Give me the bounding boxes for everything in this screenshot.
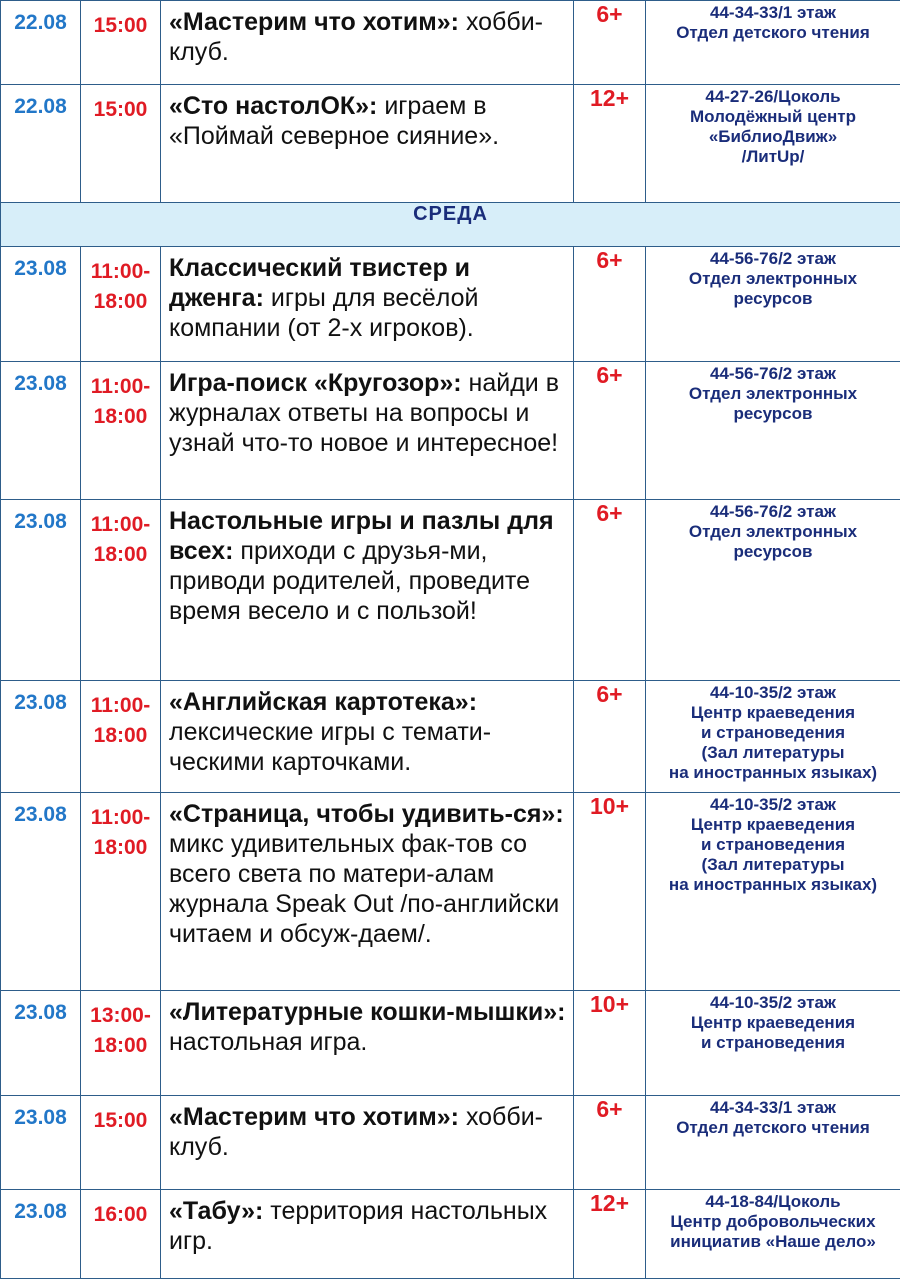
- event-description: [161, 500, 573, 632]
- event-time: 11:00- 18:00: [81, 793, 160, 863]
- event-location: 44-10-35/2 этаж Центр краеведения и страноведения (Зал литературы на иностранных языках): [646, 681, 900, 785]
- table-row: [1, 362, 900, 500]
- age-rating: 10+: [574, 793, 645, 820]
- event-text: настольная игра.: [169, 1028, 367, 1056]
- event-location: 44-10-35/2 этаж Центр краеведения и страноведения (Зал литературы на иностранных языках): [646, 793, 900, 897]
- event-time: 16:00: [81, 1190, 160, 1230]
- day-header: СРЕДА: [1, 203, 900, 247]
- event-description: [161, 1096, 573, 1168]
- event-time: 11:00- 18:00: [81, 500, 160, 570]
- event-title: «Английская картотека»:: [169, 688, 477, 716]
- event-date: 23.08: [1, 362, 80, 396]
- event-time: 15:00: [81, 1, 160, 41]
- table-row: [1, 1096, 900, 1190]
- event-date: 23.08: [1, 793, 80, 827]
- event-description: [161, 793, 573, 955]
- event-location: 44-34-33/1 этаж Отдел детского чтения: [646, 1, 900, 45]
- event-time: 13:00- 18:00: [81, 991, 160, 1061]
- event-text: играем в «Поймай северное сияние».: [169, 92, 499, 150]
- day-header-row: [1, 203, 900, 247]
- table-row: [1, 1190, 900, 1279]
- event-time: 11:00- 18:00: [81, 247, 160, 317]
- event-location: 44-56-76/2 этаж Отдел электронных ресурсов: [646, 362, 900, 426]
- event-text: приходи с друзья-ми, приводи родителей, проведите время весело и с пользой!: [169, 537, 530, 625]
- event-text: территория настольных игр.: [169, 1197, 547, 1255]
- event-date: 23.08: [1, 500, 80, 534]
- age-rating: 6+: [574, 681, 645, 708]
- event-date: 23.08: [1, 247, 80, 281]
- event-title: Настольные игры и пазлы для всех:: [169, 507, 554, 565]
- event-text: микс удивительных фак-тов со всего света по матери-алам журнала Speak Out /по-английски читаем и обсуж-даем/.: [169, 830, 559, 948]
- event-title: «Табу»:: [169, 1197, 263, 1225]
- table-row: [1, 247, 900, 362]
- age-rating: 6+: [574, 500, 645, 527]
- event-date: 22.08: [1, 1, 80, 35]
- event-description: [161, 247, 573, 349]
- age-rating: 12+: [574, 85, 645, 112]
- event-title: «Литературные кошки-мышки»:: [169, 998, 565, 1026]
- event-time: 15:00: [81, 85, 160, 125]
- event-description: [161, 1, 573, 73]
- table-row: [1, 1, 900, 85]
- age-rating: 10+: [574, 991, 645, 1018]
- event-title: «Мастерим что хотим»:: [169, 8, 459, 36]
- table-row: [1, 991, 900, 1096]
- event-text: хобби-клуб.: [169, 1103, 543, 1161]
- age-rating: 6+: [574, 362, 645, 389]
- event-text: хобби-клуб.: [169, 8, 543, 66]
- event-description: [161, 85, 573, 157]
- event-location: 44-18-84/Цоколь Центр добровольческих инициатив «Наше дело»: [646, 1190, 900, 1254]
- event-description: [161, 991, 573, 1063]
- event-time: 15:00: [81, 1096, 160, 1136]
- event-title: «Мастерим что хотим»:: [169, 1103, 459, 1131]
- table-row: [1, 681, 900, 793]
- age-rating: 6+: [574, 247, 645, 274]
- table-row: [1, 500, 900, 681]
- event-title: «Страница, чтобы удивить-ся»:: [169, 800, 564, 828]
- age-rating: 12+: [574, 1190, 645, 1217]
- event-location: 44-56-76/2 этаж Отдел электронных ресурсов: [646, 247, 900, 311]
- event-time: 11:00- 18:00: [81, 681, 160, 751]
- event-location: 44-34-33/1 этаж Отдел детского чтения: [646, 1096, 900, 1140]
- event-time: 11:00- 18:00: [81, 362, 160, 432]
- event-date: 23.08: [1, 1190, 80, 1224]
- event-description: [161, 681, 573, 783]
- event-title: Игра-поиск «Кругозор»:: [169, 369, 462, 397]
- table-row: [1, 85, 900, 203]
- event-title: Классический твистер и дженга:: [169, 254, 470, 312]
- age-rating: 6+: [574, 1096, 645, 1123]
- event-location: 44-27-26/Цоколь Молодёжный центр «БиблиоДвиж» /ЛитUp/: [646, 85, 900, 169]
- event-location: 44-10-35/2 этаж Центр краеведения и страноведения: [646, 991, 900, 1055]
- event-date: 23.08: [1, 991, 80, 1025]
- event-date: 23.08: [1, 681, 80, 715]
- table-row: [1, 793, 900, 991]
- event-description: [161, 1190, 573, 1262]
- event-date: 23.08: [1, 1096, 80, 1130]
- age-rating: 6+: [574, 1, 645, 28]
- event-date: 22.08: [1, 85, 80, 119]
- event-location: 44-56-76/2 этаж Отдел электронных ресурсов: [646, 500, 900, 564]
- event-text: лексические игры с темати-ческими карточками.: [169, 718, 491, 776]
- event-description: [161, 362, 573, 464]
- event-text: игры для весёлой компании (от 2-х игроков).: [169, 284, 478, 342]
- event-title: «Сто настолОК»:: [169, 92, 377, 120]
- event-text: найди в журналах ответы на вопросы и узнай что-то новое и интересное!: [169, 369, 559, 457]
